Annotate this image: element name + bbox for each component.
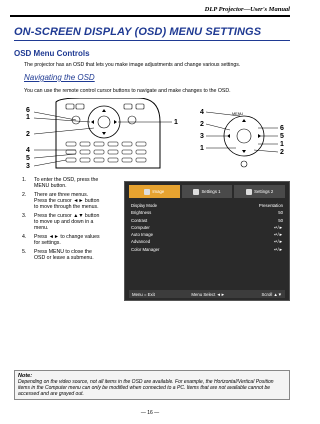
remote-label-1: 1 (26, 114, 30, 121)
remote-label-1-right: 1 (174, 119, 178, 126)
section-title: OSD Menu Controls (14, 49, 90, 58)
remote-label-4: 4 (26, 147, 30, 154)
keypad-label-5: 5 (280, 133, 284, 140)
remote-label-6: 6 (26, 107, 30, 114)
osd-help-select: Menu Select ◄► (191, 291, 225, 297)
osd-row-advanced[interactable]: Advanced ↵/► (131, 239, 283, 245)
settings-icon (246, 189, 252, 195)
remote-label-3: 3 (26, 163, 30, 170)
chapter-rule (14, 40, 290, 41)
remote-label-5: 5 (26, 155, 30, 162)
step-item: 5. Press MENU to close the OSD or leave a submenu. (22, 249, 94, 262)
settings-icon (193, 189, 199, 195)
osd-steps-list (22, 177, 100, 264)
osd-row-color-manager[interactable]: Color Manager ↵/► (131, 246, 283, 252)
osd-row-computer[interactable]: Computer ↵/► (131, 224, 283, 230)
osd-menu-screenshot (124, 181, 290, 301)
osd-row-brightness[interactable]: Brightness 50 (131, 210, 283, 216)
step-item: 1. To enter the OSD, press the MENU button. (22, 177, 99, 190)
osd-row-auto-image[interactable]: Auto Image ↵/► (131, 232, 283, 238)
note-title: Note: (18, 373, 33, 379)
keypad-label-6: 6 (280, 125, 284, 132)
osd-row-display-mode[interactable]: Display Mode Presentation (131, 203, 283, 208)
chapter-title: ON-SCREEN DISPLAY (OSD) MENU SETTINGS (14, 26, 262, 38)
keypad-label-1-right: 1 (280, 141, 284, 148)
section-subtitle: Navigating the OSD (24, 73, 95, 82)
section-intro: The projector has an OSD that lets you make image adjustments and change various settings. (24, 62, 241, 68)
remote-control-illustration (20, 98, 190, 174)
step-item: 3. Press the cursor ▲▼ button to move up and down in a menu. (22, 213, 100, 232)
keypad-menu-label: MENU (232, 112, 244, 116)
note-body: Depending on the video source, not all items in the OSD are available. For example, the Horizontal/Vertical Position items in the Computer menu can only be modified when connected to a PC. Items that are not available cannot be accessed and are grayed out. (18, 379, 274, 397)
page-number: — 16 — (140, 410, 160, 416)
osd-tab-image[interactable]: Image (129, 185, 180, 198)
step-item: 2. There are three menus. Press the cursor ◄► button to move through the menus. (22, 191, 100, 211)
header-rule (10, 15, 290, 17)
keypad-label-4: 4 (200, 109, 204, 116)
image-icon (144, 189, 150, 195)
osd-tab-settings-2[interactable]: Settings 2 (234, 185, 285, 198)
note-box (14, 370, 290, 400)
osd-row-contrast[interactable]: Contrast 50 (131, 217, 283, 223)
osd-menu-rows (131, 202, 283, 253)
step-item: 4. Press ◄► to change values for settings. (22, 234, 100, 247)
osd-help-scroll: Scroll ▲▼ (261, 291, 282, 297)
manual-title: DLP Projector—User's Manual (204, 6, 290, 13)
remote-label-2: 2 (26, 131, 30, 138)
keypad-label-2: 2 (200, 121, 204, 128)
osd-help-exit: Menu = Exit (132, 291, 155, 297)
keypad-label-1: 1 (200, 145, 204, 152)
osd-tab-settings-1[interactable]: Settings 1 (182, 185, 233, 198)
osd-help-bar (129, 290, 285, 298)
keypad-label-2-right: 2 (280, 149, 284, 156)
osd-tabs (129, 185, 285, 198)
keypad-label-3: 3 (200, 133, 204, 140)
section-subintro: You can use the remote control cursor buttons to navigate and make changes to the OSD. (24, 88, 231, 94)
